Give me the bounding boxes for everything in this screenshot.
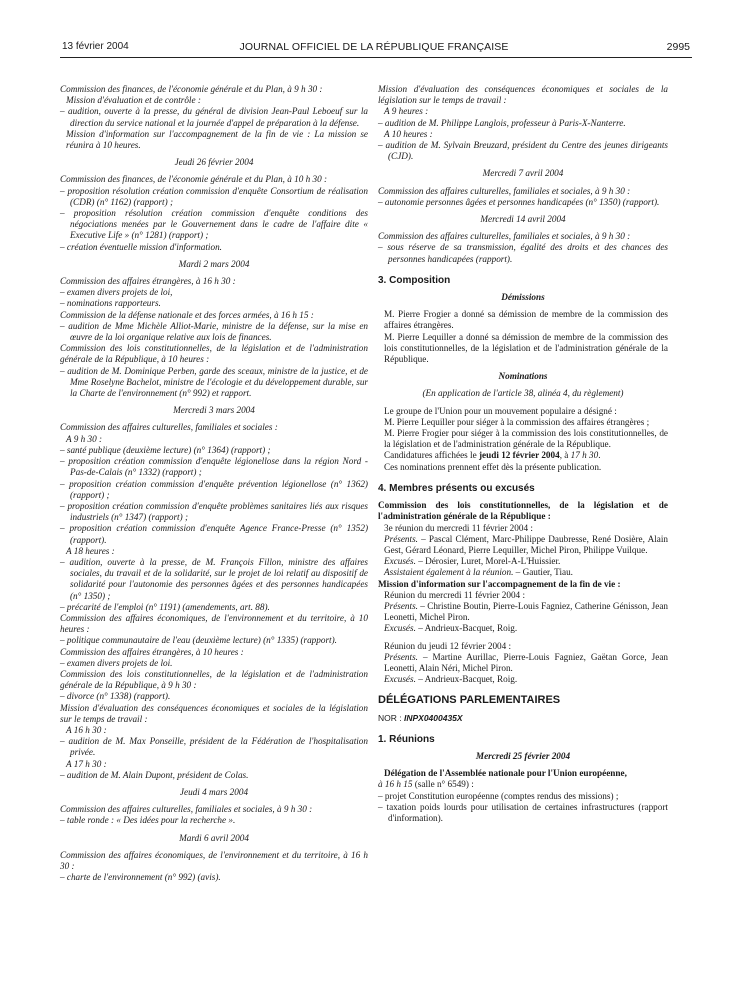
page-header	[0, 0, 748, 62]
agenda-item: – proposition création commission d'enquête légionellose dans la région Nord - Pas-de-Calais (n° 1332) (rapport) ;	[60, 456, 368, 478]
committee-heading: Commission des affaires culturelles, familiales et sociales, à 9 h 30 :	[378, 185, 631, 196]
time-heading: A 9 heures :	[384, 106, 429, 117]
date-heading: Mercredi 7 avril 2004	[482, 168, 564, 179]
date-heading: Mardi 6 avril 2004	[179, 832, 249, 843]
mission-heading: Mission d'évaluation des conséquences économiques et sociales de la législation sur le temps de travail :	[378, 84, 668, 106]
time-heading: A 10 heures :	[384, 128, 433, 139]
paragraph: M. Pierre Frogier a donné sa démission de membre de la commission des affaires étrangères.	[384, 309, 668, 331]
agenda-item: – examen divers projets de loi,	[60, 287, 173, 298]
mission-heading: Mission d'information sur l'accompagnement de la fin de vie : La mission se réunira à 10 heures.	[66, 128, 368, 151]
agenda-item: – proposition résolution création commission d'enquête Consortium de réalisation (CDR) (n° 1162) (rapport) ;	[60, 185, 368, 207]
committee-heading: Commission des affaires culturelles, familiales et sociales, à 9 h 30 :	[60, 804, 313, 815]
committee-heading: Commission de la défense nationale et des forces armées, à 16 h 15 :	[60, 309, 314, 320]
committee-heading: Commission des affaires étrangères, à 16 h 30 :	[60, 276, 236, 287]
text-run: (salle n° 6549) :	[412, 779, 474, 790]
nor-code: INPX0400435X	[403, 712, 463, 723]
mission-heading: Mission d'évaluation et de contrôle :	[66, 95, 201, 106]
agenda-item: – audition de M. Max Ponseille, président de la Fédération de l'hospitalisation privée.	[60, 736, 368, 758]
text-run: .	[598, 450, 601, 461]
agenda-item: – examen divers projets de loi.	[60, 657, 173, 668]
paragraph	[378, 534, 668, 556]
agenda-item: – santé publique (deuxième lecture) (n° 1364) (rapport) ;	[60, 444, 271, 455]
agenda-item: – autonomie personnes âgées et personnes handicapées (n° 1350) (rapport).	[378, 196, 660, 207]
paragraph	[378, 450, 668, 461]
agenda-item: – projet Constitution européenne (comptes rendus des missions) ;	[378, 790, 619, 801]
text-run: – Andrieux-Bacquet, Roig.	[415, 623, 518, 634]
committee-heading: Commission des affaires culturelles, familiales et sociales, à 9 h 30 :	[378, 231, 631, 242]
agenda-item: – proposition création commission d'enquête prévention légionellose (n° 1362) (rapport) ;	[60, 478, 368, 500]
text-run: Présents.	[384, 600, 418, 611]
agenda-item: – audition de M. Sylvain Breuzard, président du Centre des jeunes dirigeants (CJD).	[378, 140, 668, 162]
text-run: Excusés.	[384, 556, 416, 567]
paragraph	[378, 567, 668, 578]
text-run: Présents.	[384, 533, 418, 544]
paragraph: M. Pierre Frogier pour siéger à la commission des lois constitutionnelles, de la législation et de l'administration générale de la République.	[384, 428, 668, 450]
agenda-item: – table ronde : « Des idées pour la recherche ».	[60, 815, 236, 826]
paragraph: Réunion du jeudi 12 février 2004 :	[384, 640, 512, 651]
text-run: , à	[559, 450, 571, 461]
paragraph: M. Pierre Lequiller pour siéger à la commission des affaires étrangères ;	[384, 416, 650, 427]
mission-heading: Mission d'évaluation des conséquences économiques et sociales de la législation sur le temps de travail :	[60, 702, 368, 724]
agenda-item: – divorce (n° 1338) (rapport).	[60, 691, 171, 702]
date-heading: Jeudi 26 février 2004	[174, 157, 254, 168]
agenda-item: – audition, ouverte à la presse, du général de division Jean-Paul Leboeuf sur la direction du service national et la journée d'appel de préparation à la défense.	[60, 106, 368, 128]
date-heading: Mercredi 14 avril 2004	[480, 214, 566, 225]
committee-title: Commission des lois constitutionnelles, de la législation et de l'administration générale de la République :	[378, 500, 668, 522]
committee-heading: Commission des finances, de l'économie générale et du Plan, à 10 h 30 :	[60, 174, 328, 185]
left-column	[60, 84, 368, 883]
text-run: – Christine Boutin, Pierre-Louis Fagniez, Catherine Génisson, Jean Leonetti, Michel Piron.	[384, 600, 668, 623]
agenda-item: – audition de Mme Michèle Alliot-Marie, ministre de la défense, sur la mise en œuvre de la loi organique relative aux lois de finances.	[60, 320, 368, 343]
text-run: Présents.	[384, 651, 418, 662]
agenda-item: – nominations rapporteurs.	[60, 298, 161, 309]
date-heading: Mercredi 3 mars 2004	[173, 405, 255, 416]
committee-heading: Commission des affaires étrangères, à 10 heures :	[60, 646, 244, 657]
section-heading-composition: 3. Composition	[378, 274, 451, 286]
header-date: 13 février 2004	[62, 41, 129, 52]
agenda-item: – charte de l'environnement (n° 992) (avis).	[60, 872, 221, 883]
paragraph	[378, 674, 668, 685]
agenda-item: – précarité de l'emploi (n° 1191) (amendements, art. 88).	[60, 601, 270, 612]
section-title-delegations: DÉLÉGATIONS PARLEMENTAIRES	[378, 694, 561, 707]
text-run: Excusés.	[384, 623, 416, 634]
agenda-item: – audition de M. Philippe Langlois, professeur à Paris-X-Nanterre.	[378, 117, 626, 128]
agenda-item: – politique communautaire de l'eau (deuxième lecture) (n° 1335) (rapport).	[60, 635, 337, 646]
committee-heading: Commission des affaires économiques, de l'environnement et du territoire, à 16 h 30 :	[60, 849, 368, 871]
time-heading: A 17 h 30 :	[66, 758, 107, 769]
time-heading: A 9 h 30 :	[66, 433, 103, 444]
paragraph	[378, 601, 668, 623]
committee-title: Mission d'information sur l'accompagnement de la fin de vie :	[378, 578, 621, 589]
paragraph: Réunion du mercredi 11 février 2004 :	[384, 589, 526, 600]
text-run: à 16 h 15	[378, 779, 413, 790]
agenda-item: – proposition résolution création commission d'enquête conditions des négociations menées par le Gouvernement dans le cadre de l'affaire dite « Executive Life » (n° 1281) (rapport) ;	[60, 208, 368, 241]
text-run: Excusés.	[384, 674, 416, 685]
committee-heading: Commission des lois constitutionnelles, de la législation et de l'administration générale de la République, à 10 heures :	[60, 343, 368, 365]
text-run: 17 h 30	[570, 450, 599, 461]
agenda-item: – proposition création commission d'enquête Agence France-Presse (n° 1352) (rapport).	[60, 523, 368, 545]
right-column	[378, 84, 668, 824]
text-run: jeudi 12 février 2004	[478, 450, 560, 461]
time-heading: A 16 h 30 :	[66, 724, 107, 735]
agenda-item: – audition, ouverte à la presse, de M. François Fillon, ministre des affaires sociales, du travail et de la solidarité, sur le projet de loi relatif au dispositif de solidarité pour l'autonomie des personnes âgées et des personnes handicapées (n° 1350) ;	[60, 556, 368, 601]
subsection-heading: Nominations	[498, 371, 548, 382]
section-heading-members: 4. Membres présents ou excusés	[378, 482, 535, 494]
committee-heading: Commission des affaires culturelles, familiales et sociales :	[60, 422, 278, 433]
agenda-item: – proposition création commission d'enquête problèmes sanitaires liés aux risques industriels (n° 1347) (rapport) ;	[60, 500, 368, 523]
text-run: – Gautier, Tiau.	[513, 567, 573, 578]
text-run: Candidatures affichées le	[384, 450, 479, 461]
text-run: – Dérosier, Luret, Morel-A-L'Huissier.	[415, 556, 561, 567]
committee-heading: Commission des lois constitutionnelles, de la législation et de l'administration générale de la République, à 9 h 30 :	[60, 668, 368, 691]
time-heading: A 18 heures :	[66, 545, 115, 556]
agenda-item: – taxation poids lourds pour utilisation de certaines infrastructures (rapport d'information).	[378, 801, 668, 823]
subsection-heading: Démissions	[501, 292, 545, 303]
committee-heading: Commission des finances, de l'économie générale et du Plan, à 9 h 30 :	[60, 84, 323, 94]
text-run: – Martine Aurillac, Pierre-Louis Fagniez, Gaëtan Gorce, Jean Leonetti, Alain Néri, Michel Piron.	[384, 651, 668, 673]
nor-reference	[378, 713, 668, 724]
subsection-note: (En application de l'article 38, alinéa 4, du règlement)	[422, 388, 624, 399]
date-heading: Mardi 2 mars 2004	[178, 258, 250, 269]
committee-heading: Commission des affaires économiques, de l'environnement et du territoire, à 10 heures :	[60, 612, 368, 635]
text-run: – Pascal Clément, Marc-Philippe Daubresse, René Dosière, Alain Gest, Gérard Léonard, Pierre Lequiller, Michel Piron, Philippe Vuilque.	[384, 533, 668, 555]
paragraph	[378, 623, 668, 634]
paragraph: 3e réunion du mercredi 11 février 2004 :	[384, 522, 533, 533]
date-heading: Jeudi 4 mars 2004	[179, 786, 249, 797]
section-heading-meetings: 1. Réunions	[378, 733, 435, 745]
paragraph	[378, 556, 668, 567]
page-number: 2995	[666, 41, 690, 53]
paragraph	[378, 779, 668, 790]
paragraph: Le groupe de l'Union pour un mouvement populaire a désigné :	[384, 405, 617, 416]
committee-title: Délégation de l'Assemblée nationale pour l'Union européenne,	[384, 768, 627, 779]
agenda-item: – audition de M. Dominique Perben, garde des sceaux, ministre de la justice, et de Mme Roselyne Bachelot, ministre de l'écologie et du développement durable, sur la Charte de l'environnement (n° 992) et rapport.	[60, 365, 368, 399]
text-run: Assistaient également à la réunion.	[384, 567, 514, 578]
nor-label: NOR :	[378, 712, 404, 723]
header-rule	[60, 57, 692, 58]
date-heading: Mercredi 25 février 2004	[475, 750, 571, 761]
text-run: – Andrieux-Bacquet, Roig.	[415, 674, 518, 685]
journal-title: JOURNAL OFFICIEL DE LA RÉPUBLIQUE FRANÇAISE	[239, 41, 509, 53]
paragraph: Ces nominations prennent effet dès la présente publication.	[384, 461, 602, 472]
agenda-item: – sous réserve de sa transmission, égalité des droits et des chances des personnes handicapées (rapport).	[378, 242, 668, 264]
agenda-item: – création éventuelle mission d'information.	[60, 241, 222, 252]
paragraph: M. Pierre Lequiller a donné sa démission de membre de la commission des lois constitutionnelles, de la législation et de l'administration générale de la République.	[384, 331, 668, 365]
paragraph	[378, 652, 668, 674]
agenda-item: – audition de M. Alain Dupont, président de Colas.	[60, 769, 249, 780]
